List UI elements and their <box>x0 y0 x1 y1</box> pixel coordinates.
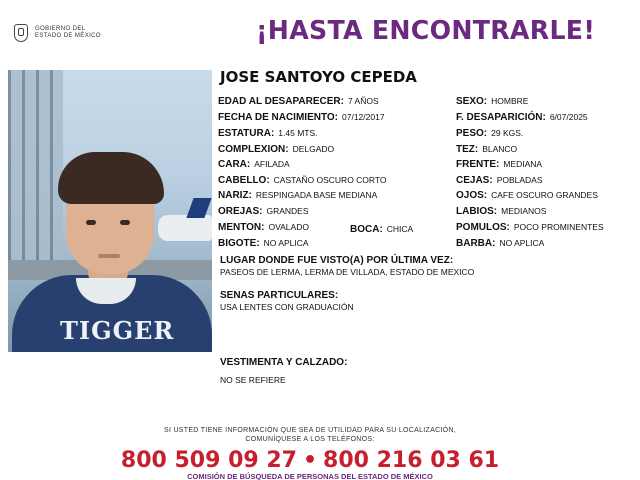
field-value: 7 AÑOS <box>347 96 379 106</box>
phone-1[interactable]: 800 509 09 27 <box>120 448 297 473</box>
field-label: MENTON: <box>218 222 265 233</box>
phone-numbers <box>0 448 620 473</box>
field-estatura <box>218 127 318 140</box>
field-menton <box>218 221 309 234</box>
field-label: CARA: <box>218 159 251 170</box>
headline: ¡HASTA ENCONTRARLE! <box>256 16 596 46</box>
field-value: POBLADAS <box>496 175 543 185</box>
field-value: AFILADA <box>254 159 290 169</box>
person-name: JOSE SANTOYO CEPEDA <box>220 68 417 86</box>
field-label: ESTATURA: <box>218 128 275 139</box>
last-seen-label: LUGAR DONDE FUE VISTO(A) POR ÚLTIMA VEZ: <box>220 255 454 266</box>
government-logo <box>12 22 122 44</box>
field-value: POCO PROMINENTES <box>513 222 604 232</box>
field-ojos <box>456 189 598 202</box>
field-cabello <box>218 174 387 187</box>
field-value: DELGADO <box>292 144 335 154</box>
field-label: BARBA: <box>456 238 496 249</box>
field-bigote <box>218 237 309 250</box>
field-label: EDAD AL DESAPARECER: <box>218 96 344 107</box>
field-label: BIGOTE: <box>218 238 260 249</box>
marks-label: SENAS PARTICULARES: <box>220 290 339 301</box>
field-tez <box>456 143 517 156</box>
field-label: NARIZ: <box>218 190 252 201</box>
crest-icon <box>12 23 30 43</box>
logo-line-2: ESTADO DE MÉXICO <box>35 33 101 39</box>
logo-text <box>35 26 101 40</box>
field-value: MEDIANA <box>503 159 543 169</box>
field-label: CABELLO: <box>218 175 270 186</box>
field-value: CHICA <box>386 224 414 234</box>
field-label: SEXO: <box>456 96 488 107</box>
field-value: GRANDES <box>266 206 309 216</box>
phone-2[interactable]: 800 216 03 61 <box>323 448 500 473</box>
field-edad <box>218 95 379 108</box>
field-barba <box>456 237 544 250</box>
field-value: 6/07/2025 <box>549 112 588 122</box>
field-frente <box>456 158 542 171</box>
field-nacimiento <box>218 111 385 124</box>
field-value: OVALADO <box>268 222 309 232</box>
field-label: PESO: <box>456 128 488 139</box>
field-peso <box>456 127 523 140</box>
field-value: BLANCO <box>482 144 518 154</box>
clothing-label: VESTIMENTA Y CALZADO: <box>220 357 348 368</box>
field-boca <box>350 223 413 236</box>
footer-line-1: SI USTED TIENE INFORMACIÓN QUE SEA DE UTILIDAD PARA SU LOCALIZACIÓN, <box>163 427 457 434</box>
field-label: FECHA DE NACIMIENTO: <box>218 112 338 123</box>
field-value: CASTAÑO OSCURO CORTO <box>273 175 387 185</box>
phone-separator: • <box>302 448 318 473</box>
field-label: BOCA: <box>350 224 383 235</box>
field-value: HOMBRE <box>491 96 529 106</box>
field-orejas <box>218 205 309 218</box>
field-value: 07/12/2017 <box>342 112 385 122</box>
commission-name: COMISIÓN DE BÚSQUEDA DE PERSONAS DEL ESTADO DE MÉXICO <box>187 472 433 480</box>
field-value: MEDIANOS <box>501 206 547 216</box>
field-labios <box>456 205 546 218</box>
field-label: FRENTE: <box>456 159 500 170</box>
field-value: NO APLICA <box>263 238 309 248</box>
field-value: CAFE OSCURO GRANDES <box>491 190 598 200</box>
field-label: OJOS: <box>456 190 488 201</box>
field-value: 1.45 MTS. <box>278 128 318 138</box>
marks-value: USA LENTES CON GRADUACIÓN <box>220 302 354 312</box>
person-photo <box>8 70 212 352</box>
footer-line-2: COMUNÍQUESE A LOS TELÉFONOS: <box>245 436 375 443</box>
field-label: LABIOS: <box>456 206 498 217</box>
logo-line-1: GOBIERNO DEL <box>35 26 86 32</box>
field-value: 29 KGS. <box>491 128 524 138</box>
field-label: CEJAS: <box>456 175 493 186</box>
field-value: RESPINGADA BASE MEDIANA <box>255 190 378 200</box>
field-complexion <box>218 143 334 156</box>
field-label: TEZ: <box>456 144 479 155</box>
field-label: POMULOS: <box>456 222 510 233</box>
field-cejas <box>456 174 543 187</box>
shirt-text: TIGGER <box>60 316 175 345</box>
last-seen-value: PASEOS DE LERMA, LERMA DE VILLADA, ESTADO DE MEXICO <box>220 267 475 277</box>
field-cara <box>218 158 290 171</box>
field-value: NO APLICA <box>499 238 545 248</box>
field-pomulos <box>456 221 604 234</box>
field-nariz <box>218 189 377 202</box>
field-label: OREJAS: <box>218 206 263 217</box>
field-label: F. DESAPARICIÓN: <box>456 112 546 123</box>
field-sexo <box>456 95 528 108</box>
clothing-value: NO SE REFIERE <box>220 375 286 385</box>
field-desaparicion <box>456 111 588 124</box>
field-label: COMPLEXION: <box>218 144 289 155</box>
